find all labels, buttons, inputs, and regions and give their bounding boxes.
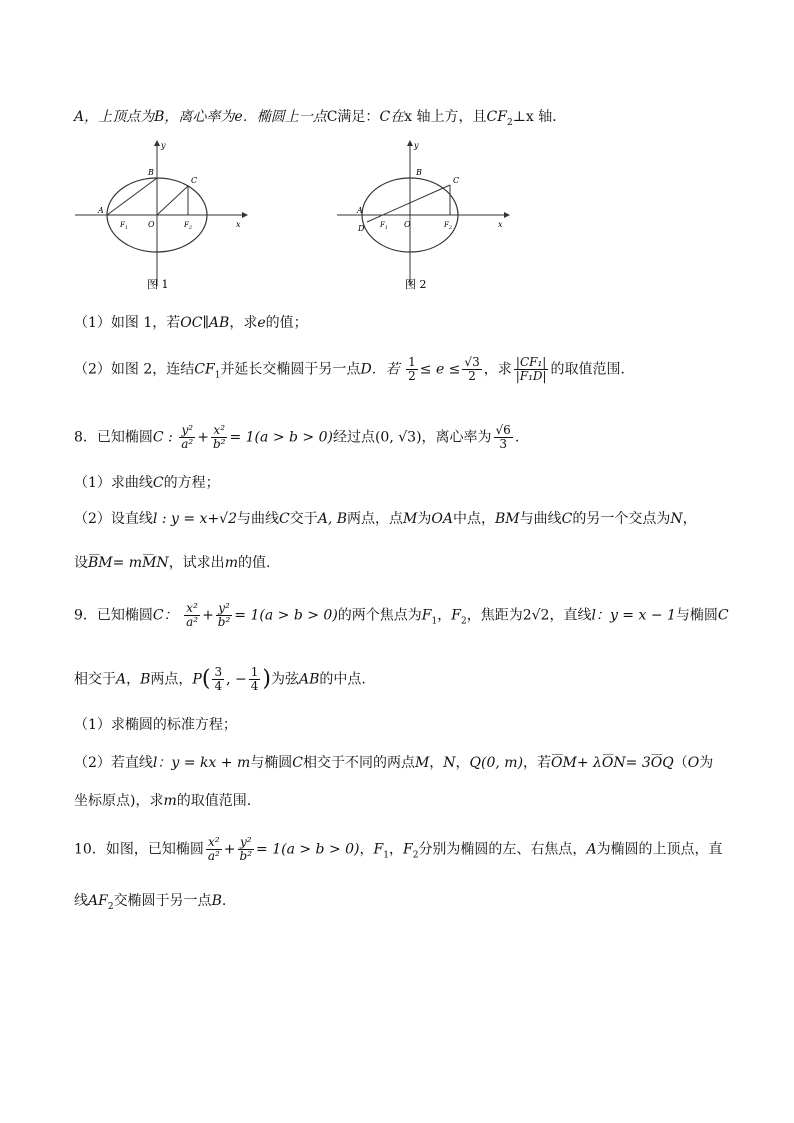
q8-p3b: ，试求出 — [168, 555, 225, 571]
q9-line: ，直线 — [549, 607, 592, 624]
q9-part3 — [74, 790, 754, 812]
q9-p2-oq: ⌣⌣⌣ OQ — [651, 752, 674, 774]
q9-paren-open: ( — [201, 666, 211, 692]
fig1-label-f2: $F_2$ — [184, 221, 193, 231]
q9-p3a: 坐标原点)，求 — [74, 793, 164, 809]
q9-frac-34 — [212, 666, 224, 693]
fig1-caption: 图 1 — [147, 278, 169, 291]
q7-frac-sqrt3 — [462, 356, 481, 383]
q9-r2e: 的中点. — [319, 671, 366, 688]
q9-r2-b: B — [140, 671, 151, 688]
q10-c2: ， — [388, 841, 403, 858]
q9-p34-num: 3 — [214, 665, 223, 679]
q9-comma: ， — [437, 607, 452, 624]
q7-frac-half — [406, 356, 418, 383]
q8-p2-n: N — [670, 511, 683, 527]
q8-three: 3 — [499, 437, 507, 451]
q10-x2: x² — [208, 835, 220, 849]
q10-frac-y2b2 — [238, 836, 255, 863]
fig1-label-f1: $F_1$ — [120, 221, 129, 231]
q8-sqrt6: √6 — [495, 423, 511, 437]
q10-t2: 为椭圆的上顶点，直 — [596, 841, 723, 858]
q10-plus: + — [223, 841, 236, 858]
q9-paren-close: ) — [262, 666, 271, 692]
q7-p1-e: e — [257, 315, 266, 331]
q8-pass: 经过点 — [332, 429, 375, 446]
q8-c: C : — [152, 429, 173, 446]
q10-f2-sub: 2 — [412, 850, 419, 861]
q9-pcomma: , − — [226, 671, 247, 688]
q8-part3 — [74, 552, 754, 574]
q10-row2 — [74, 890, 754, 918]
fig1-label-a: A — [98, 206, 104, 215]
q9-p2e: ， — [455, 755, 470, 771]
figure-1 — [70, 138, 250, 296]
q9-c: C： — [152, 607, 178, 624]
q10-r2c: . — [221, 893, 227, 909]
q9-row2 — [74, 666, 754, 693]
fig1-label-o: O — [148, 220, 155, 229]
q9-p2h: 为 — [699, 755, 714, 771]
fig1-label-c: C — [191, 176, 198, 185]
q10-t1: 分别为椭圆的左、右焦点， — [418, 841, 587, 858]
fig2-label-b: B — [416, 168, 422, 177]
q8-p1: （1）求曲线 — [74, 475, 153, 491]
q8-point: (0, √3) — [374, 429, 422, 446]
fig2-label-a: A — [357, 206, 363, 215]
q8-p2g: 与曲线 — [519, 511, 562, 527]
q8-eq: = 1(a > b > 0) — [229, 429, 333, 446]
q8-y2: y² — [181, 423, 194, 437]
q8-p3-m: m — [224, 555, 238, 571]
q7-p1-pre: （1）如图 1，若 — [74, 315, 181, 331]
q9-p1: （1）求椭圆的标准方程； — [74, 717, 237, 733]
q9-l: l： — [591, 607, 610, 624]
fig1-segment-oc — [157, 186, 188, 215]
q7-le-e-le: ≤ e ≤ — [419, 361, 461, 378]
q8-p2a: （2）设直线 — [74, 511, 153, 527]
q8-dot: . — [514, 429, 520, 446]
q9-head — [74, 602, 754, 632]
q10-c1: ， — [359, 841, 374, 858]
q9-p2f: ，若 — [523, 755, 552, 771]
q10-r2b: 交椭圆于另一点 — [113, 893, 212, 909]
q9-part2 — [74, 752, 754, 774]
q7-ratio-num: |CF₁| — [515, 355, 547, 369]
q9-p3b: 的取值范围. — [176, 793, 252, 809]
q10-f2: F — [402, 841, 413, 858]
fig2-label-x: x — [498, 220, 503, 229]
q9-foci: 的两个焦点为 — [337, 607, 422, 624]
q7-part2 — [74, 356, 754, 386]
q10-eq: = 1(a > b > 0) — [256, 841, 360, 858]
fig2-label-f2: $F_2$ — [444, 221, 453, 231]
intro-seg2: B，离心率为 — [154, 109, 235, 125]
q7-ratio-den: |F₁D| — [515, 369, 547, 383]
q8-frac-y2a2 — [179, 424, 195, 451]
q10-af2-sub: 2 — [107, 901, 114, 912]
q8-p2f: 中点， — [452, 511, 495, 527]
q9-p3-m: m — [163, 793, 177, 809]
fig2-label-f1: $F_1$ — [380, 221, 389, 231]
q9-r2-a: A — [116, 671, 127, 688]
q7-p2-mid: 并延长交椭圆于另一点 — [220, 361, 361, 378]
q7-frac-ratio — [514, 356, 549, 383]
q9-f2: F — [451, 607, 461, 624]
q7-half-num: 1 — [408, 355, 416, 369]
q7-sqrt3-num: √3 — [464, 355, 480, 369]
q7-p2-cf1: CF — [194, 361, 215, 378]
q10-y2: y² — [239, 835, 252, 849]
q10-a: A — [586, 841, 597, 858]
q9-a2: a² — [186, 615, 199, 629]
q8-p1-c: C — [152, 475, 164, 491]
q8-p2e: 为 — [417, 511, 432, 527]
q8-b2: b² — [212, 437, 226, 451]
q7-tail: 的取值范围． — [550, 361, 635, 378]
q9-part1 — [74, 714, 754, 736]
q9-p2g: （ — [673, 755, 688, 771]
q8-p3-bm: ⌣⌣⌣ BM — [88, 552, 113, 574]
intro-seg4: C满足： — [326, 109, 380, 125]
q9-b2: b² — [217, 615, 231, 629]
q8-p2-c2: C — [561, 511, 573, 527]
intro-seg1: A，上顶点为 — [74, 109, 155, 125]
q10-frac-x2a2 — [206, 836, 222, 863]
q8-p2-bm: BM — [494, 511, 520, 527]
q9-p14-num: 1 — [250, 665, 259, 679]
q8-frac-x2b2 — [211, 424, 228, 451]
q7-p2-cf1-sub: 1 — [214, 370, 221, 381]
q8-head — [74, 424, 754, 451]
q10-a2: a² — [207, 849, 220, 863]
q9-f1-sub: 1 — [431, 616, 438, 627]
q10-f1: F — [373, 841, 384, 858]
q9-f2-sub: 2 — [460, 616, 467, 627]
q9-r2d: 为弦 — [270, 671, 299, 688]
fig1-label-y: y — [161, 141, 166, 150]
q10-r2a: 线 — [74, 893, 88, 909]
fig2-y-arrow — [407, 140, 413, 146]
q9-frac-y2b2 — [216, 602, 233, 629]
q7-p1-post: ，求 — [229, 315, 258, 331]
q8-p2-c: C — [279, 511, 290, 527]
intro-cf2: CF — [486, 109, 507, 125]
intro-line — [74, 106, 754, 134]
q8-p2i: ， — [682, 511, 697, 527]
q9-x2: x² — [186, 601, 198, 615]
q9-f1: F — [421, 607, 432, 624]
q9-plus: + — [202, 607, 214, 624]
q9-p: P — [192, 671, 202, 688]
q7-part1 — [74, 312, 754, 334]
q9-p14-den: 4 — [250, 679, 259, 693]
q9-r2b: ， — [126, 671, 141, 688]
fig2-caption: 图 2 — [405, 278, 427, 291]
q9-eq: = 1(a > b > 0) — [234, 607, 338, 624]
q8-p2h: 的另一个交点为 — [572, 511, 671, 527]
q8-x2: x² — [213, 423, 225, 437]
figure-2 — [332, 138, 512, 296]
q8-p1-end: 的方程； — [163, 475, 220, 491]
fig1-label-x: x — [236, 220, 241, 229]
q7-half-den: 2 — [408, 369, 416, 383]
fig2-label-o: O — [404, 220, 411, 229]
fig1-x-arrow — [242, 212, 248, 218]
q9-focal: ，焦距为 — [466, 607, 523, 624]
q8-part1 — [74, 472, 754, 494]
q9-p2-plus: + λ — [576, 755, 602, 771]
q10-b2: b² — [239, 849, 253, 863]
q8-p2b: 与曲线 — [237, 511, 280, 527]
fig1-y-arrow — [154, 140, 160, 146]
q9-p2-q: Q(0, m) — [469, 755, 524, 771]
q7-p2-pre: （2）如图 2，连结 — [74, 361, 195, 378]
q10-f1-sub: 1 — [383, 850, 389, 861]
q8-p3c: 的值. — [237, 555, 271, 571]
q9-with: 与椭圆 — [675, 607, 718, 624]
q9-p2-m: M — [414, 755, 430, 771]
fig2-x-arrow — [504, 212, 510, 218]
q9-leq: y = x − 1 — [609, 607, 676, 624]
q9-c2: C — [717, 607, 729, 624]
q8-p2-ab: A, B — [317, 511, 348, 527]
q8-p2-m: M — [403, 511, 418, 527]
fig1-label-b: B — [148, 168, 154, 177]
q8-p2-l: l : y = x+√2 — [152, 511, 238, 527]
q8-head-text: 8．已知椭圆 — [74, 429, 153, 446]
q9-p2d: ， — [429, 755, 444, 771]
q9-p2b: 与椭圆 — [250, 755, 293, 771]
q10-af2: AF — [88, 893, 108, 909]
q10-head — [74, 836, 754, 866]
q8-p2d: 两点，点 — [347, 511, 404, 527]
q9-r2c: 两点， — [150, 671, 193, 688]
intro-seg5: C在 — [379, 109, 405, 125]
fig2-label-d: D — [358, 224, 365, 233]
q7-sqrt3-den: 2 — [468, 369, 476, 383]
q7-p1-oc: OC∥AB — [180, 315, 230, 331]
q10-head-text: 10．如图，已知椭圆 — [74, 841, 204, 858]
q8-p2c: 交于 — [289, 511, 318, 527]
q9-head-text: 9．已知椭圆 — [74, 607, 153, 624]
intro-perp: ⊥x 轴． — [512, 109, 567, 125]
fig2-label-y: y — [414, 141, 419, 150]
q9-p34-den: 4 — [214, 679, 223, 693]
q8-a2: a² — [181, 437, 194, 451]
q8-p2-oa: OA — [431, 511, 453, 527]
q8-p3-mn: ⌣⌣⌣ MN — [142, 552, 169, 574]
q8-p3-eq: = m — [112, 555, 143, 571]
q7-ask: ，求 — [483, 361, 512, 378]
q9-p2c: 相交于不同的两点 — [302, 755, 415, 771]
q9-p2-l: l： — [152, 755, 172, 771]
q9-p2a: （2）若直线 — [74, 755, 153, 771]
fig2-segment-cd — [367, 185, 450, 222]
q8-plus: + — [197, 429, 209, 446]
q9-p2-n: N — [443, 755, 456, 771]
q9-r2a: 相交于 — [74, 671, 116, 688]
q9-p2-eq: y = kx + m — [171, 755, 251, 771]
q9-y2: y² — [218, 601, 230, 615]
q8-part2 — [74, 508, 754, 530]
q9-frac-14 — [249, 666, 261, 693]
q9-p2-eq3: = 3 — [625, 755, 651, 771]
q9-p2-c: C — [292, 755, 303, 771]
q8-p3a: 设 — [74, 555, 88, 571]
intro-seg6: x 轴上方，且 — [404, 109, 487, 125]
q9-r2-ab: AB — [298, 671, 320, 688]
q9-p2-om: ⌣⌣⌣ OM — [551, 752, 577, 774]
intro-cf2-sub: 2 — [506, 117, 513, 128]
q7-p1-end: 的值； — [265, 315, 308, 331]
intro-seg3: e．椭圆上一点 — [234, 109, 327, 125]
q9-frac-x2a2 — [184, 602, 200, 629]
q10-b: B — [211, 893, 222, 909]
fig2-label-c: C — [453, 176, 460, 185]
q8-ecc: ，离心率为 — [421, 429, 492, 446]
q9-p2-on: ⌣⌣⌣ ON — [602, 752, 626, 774]
q7-p2-d: D．若 — [360, 361, 400, 378]
q8-frac-sqrt6 — [494, 424, 513, 451]
q9-p2-o: O — [687, 755, 700, 771]
q9-two-sqrt2: 2√2 — [522, 607, 550, 624]
fig1-segment-ab — [107, 178, 157, 215]
